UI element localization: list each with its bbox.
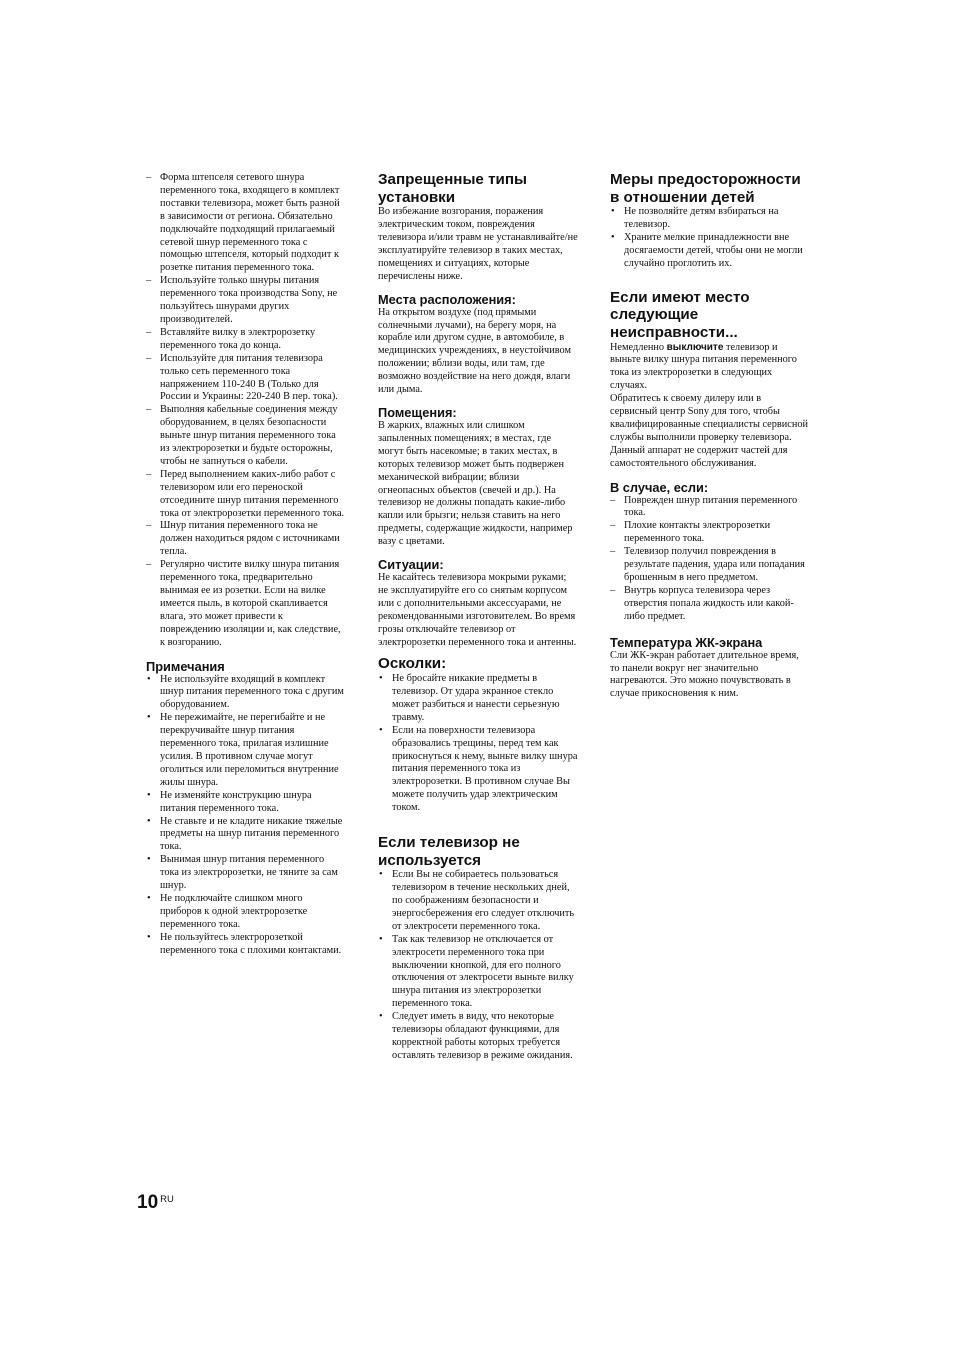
list-item: • Следует иметь в виду, что некоторые телевизоры обладают функциями, для корректной работы которых требуется оставлять телевизор в режиме ожидания. [378,1011,578,1063]
notes-list [146,674,345,958]
malfunctions-heading: Если имеют место следующие неисправности... [610,288,750,341]
language-code: RU [160,1194,174,1205]
list-item: – Выполняя кабельные соединения между оборудованием, в целях безопасности выньте шнур питания переменного тока из электророзетки и будьте осторожны, чтобы не запнуться о кабели. [146,404,345,469]
list-item: – Используйте для питания телевизора только сеть переменного тока напряжением 110-240 В (Только для России и Украины: 220-240 В пер. тока). [146,353,345,405]
forbidden-installation-heading: Запрещенные типы установки [378,171,528,206]
rooms-heading: Помещения: [378,404,457,420]
malfunctions-text-start: Немедленно [610,341,667,353]
places-heading: Места расположения: [378,291,516,307]
list-item: – Используйте только шнуры питания переменного тока производства Sony, не пользуйтесь шнурами других производителей. [146,275,345,327]
list-item: • Не позволяйте детям взбираться на телевизор. [610,206,810,232]
column-1 [146,171,345,957]
power-cord-list [146,172,345,650]
list-item: – Перед выполнением каких-либо работ с телевизором или его переноской отсоедините шнур питания переменного тока от электророзетки переменного тока. [146,469,345,521]
list-item: • Не подключайте слишком много приборов к одной электророзетке переменного тока. [146,893,345,932]
list-item: • Не используйте входящий в комплект шнур питания переменного тока с другим оборудованием. [146,674,345,713]
lcd-temperature-heading: Температура ЖК-экрана [610,634,763,650]
unused-heading: Если телевизор не используется [378,834,520,869]
cases-heading: В случае, если: [610,479,709,495]
list-item: • Храните мелкие принадлежности вне досягаемости детей, чтобы они не могли случайно проглотить их. [610,232,810,271]
children-safety-list [610,206,810,271]
places-text: На открытом воздухе (под прямыми солнечными лучами), на берегу моря, на корабле или другом судне, в автомобиле, в медицинских учреждениях, в неустойчивом положении; вблизи воды, или там, где возможно воздействие на него дождя, влаги или дыма. [378,306,572,396]
list-item: – Шнур питания переменного тока не должен находиться рядом с источниками тепла. [146,520,345,559]
list-item: • Если Вы не собираетесь пользоваться телевизором в течение нескольких дней, по соображениям безопасности и энергосбережения его следует отключить от электросети переменного тока. [378,869,578,934]
list-item: • Не пользуйтесь электророзеткой переменного тока с плохими контактами. [146,932,345,958]
list-item: – Поврежден шнур питания переменного тока. [610,495,810,521]
list-item: • Не изменяйте конструкцию шнура питания переменного тока. [146,790,345,816]
situations-heading: Ситуации: [378,557,444,573]
column-3 [610,171,810,701]
rooms-text: В жарких, влажных или слишком запыленных помещениях; в местах, где могут быть насекомые; в таких местах, в которых телевизор может быть подвержен механической вибрации; вблизи огнеопасных объектов (свечей и др.). На телевизор не должны попадать какие-либо капли или брызги; нельзя ставить на него предметы, содержащие жидкости, например вазу с цветами. [378,419,573,548]
children-safety-heading: Меры предосторожности в отношении детей [610,171,801,206]
list-item: • Не бросайте никакие предметы в телевизор. От удара экранное стекло может разбиться и нанести серьезную травму. [378,673,578,725]
list-item: – Телевизор получил повреждения в результате падения, удара или попадания брошенным в него предметом. [610,546,810,585]
situations-text: Не касайтесь телевизора мокрыми руками; не эксплуатируйте его со снятым корпусом или с дополнительными аксессуарами, не рекомендованными изготовителем. Во время грозы отключайте телевизор от электророзетки переменного тока и антенны. [378,572,577,648]
debris-list [378,673,578,815]
list-item: • Если на поверхности телевизора образовались трещины, перед тем как прикоснуться к нему, выньте вилку шнура питания переменного тока из электророзетки. В противном случае Вы можете получить удар электрическим током. [378,725,578,815]
page-number-value: 10 [137,1192,159,1213]
notes-heading: Примечания [146,658,225,674]
malfunctions-text [610,342,810,394]
debris-heading: Осколки: [378,655,447,673]
cases-list [610,495,810,624]
list-item: • Не ставьте и не кладите никакие тяжелые предметы на шнур питания переменного тока. [146,816,345,855]
unused-list [378,869,578,1063]
page-number [137,1192,174,1214]
list-item: – Внутрь корпуса телевизора через отверстия попала жидкость или какой-либо предмет. [610,585,810,624]
column-2 [378,171,578,1063]
list-item: • Не пережимайте, не перегибайте и не перекручивайте шнур питания переменного тока, прилагая излишние усилия. В противном случае могут оголиться или переломиться внутренние жилы шнура. [146,712,345,789]
list-item: • Так как телевизор не отключается от электросети переменного тока при выключении кнопкой, для его полного отключения от электросети выньте вилку шнура питания из электророзетки переменного тока. [378,934,578,1011]
switch-off-emphasis: выключите [666,341,724,353]
malfunctions-text-end: телевизор и выньте вилку шнура питания переменного тока из электророзетки в следующих случаях. [610,341,797,392]
forbidden-installation-text: Во избежание возгорания, поражения электрическим током, повреждения телевизора и/или травм не устанавливайте/не эксплуатируйте телевизор в таких местах, помещениях и ситуациях, которые перечислены ниже. [378,206,578,282]
service-text: Обратитесь к своему дилеру или в сервисный центр Sony для того, чтобы квалифицированные специалисты сервисной службы выполнили проверку телевизора. Данный аппарат не содержит частей для самостоятельного обслуживания. [610,393,808,469]
list-item: – Вставляйте вилку в электророзетку переменного тока до конца. [146,327,345,353]
list-item: – Плохие контакты электророзетки переменного тока. [610,520,810,546]
list-item: • Вынимая шнур питания переменного тока из электророзетки, не тяните за сам шнур. [146,854,345,893]
list-item: – Регулярно чистите вилку шнура питания переменного тока, предварительно вынимая ее из розетки. Если на вилке имеется пыль, в которой скапливается влага, это может привести к повреждению изоляции и, как следствие, к возгоранию. [146,559,345,649]
list-item: – Форма штепселя сетевого шнура переменного тока, входящего в комплект поставки телевизора, может быть разной в зависимости от региона. Обязательно подключайте подходящий прилагаемый сетевой шнур переменного тока с помощью штепселя, который подходит к розетке питания переменного тока. [146,172,345,275]
lcd-temperature-text: Сли ЖК-экран работает длительное время, то панели вокруг нег значительно нагреваются. Это можно почувствовать в случае прикосновения к ним. [610,649,799,700]
